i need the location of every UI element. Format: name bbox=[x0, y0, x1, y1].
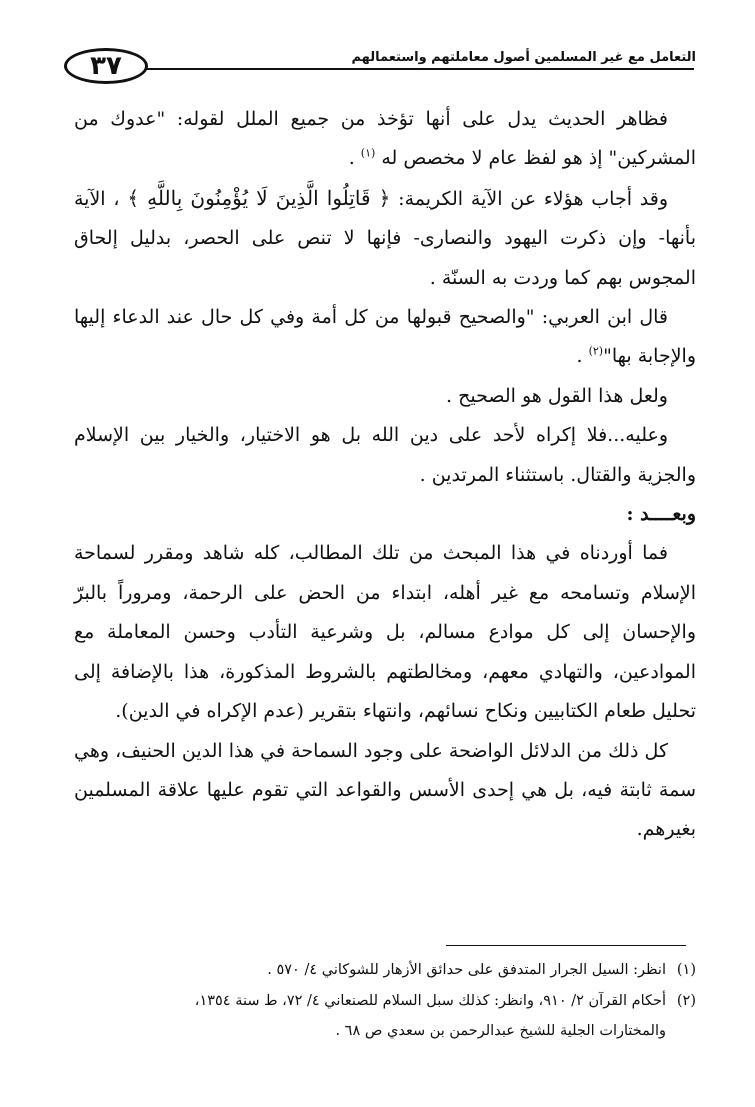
page-number: ٣٧ bbox=[64, 48, 148, 84]
footnote-1-number: (١) bbox=[676, 962, 696, 978]
paragraph-1 bbox=[74, 100, 696, 179]
footnote-rule bbox=[446, 945, 686, 946]
footnote-2-number: (٢) bbox=[676, 992, 696, 1009]
page-header bbox=[60, 44, 696, 94]
main-text bbox=[74, 100, 696, 850]
footnote-1-text: انظر: السيل الجرار المتدفق على حدائق الأزهار للشوكاني ٤/ ٥٧٠ . bbox=[267, 962, 666, 978]
header-rule bbox=[146, 68, 694, 70]
footnote-2-text: أحكام القرآن ٢/ ٩١٠، وانظر: كذلك سبل السلام للصنعاني ٤/ ٧٢، ط سنة ١٣٥٤، bbox=[194, 992, 666, 1009]
paragraph-5: وعليه...فلا إكراه لأحد على دين الله بل هو الاختيار، والخيار بين الإسلام والجزية والقتال. باستثناء المرتدين . bbox=[74, 424, 696, 486]
paragraph-3-text: قال ابن العربي: "والصحيح قبولها من كل أمة وفي كل حال عند الدعاء إليها والإجابة بها" bbox=[74, 306, 696, 368]
footnote-1 bbox=[74, 955, 696, 986]
footnotes bbox=[74, 955, 696, 1047]
paragraph-2 bbox=[74, 179, 696, 298]
paragraph-1-end: . bbox=[348, 147, 355, 170]
footnote-2-continuation: والمختارات الجلية للشيخ عبدالرحمن بن سعدي ص ٦٨ . bbox=[335, 1023, 666, 1039]
footnote-2 bbox=[74, 986, 696, 1017]
paragraph-1-text: فظاهر الحديث يدل على أنها تؤخذ من جميع الملل لقوله: "عدوك من المشركين" إذ هو لفظ عام لا مخصص له bbox=[74, 108, 696, 170]
footnote-ref-1: (١) bbox=[360, 147, 376, 161]
section-heading: وبعــــد : bbox=[626, 503, 696, 526]
paragraph-4: ولعل هذا القول هو الصحيح . bbox=[446, 384, 668, 407]
footnote-ref-2: (٢) bbox=[588, 345, 604, 359]
paragraph-2-rest: ، الآية بأنها- وإن ذكرت اليهود والنصارى- فإنها لا تنص على الحصر، بدليل إلحاق المجوس بهم كما وردت به السنّة . bbox=[74, 187, 696, 289]
running-title: التعامل مع غير المسلمين أصول معاملتهم واستعمالهم bbox=[345, 50, 696, 65]
quran-verse: ﴿ قَاتِلُوا الَّذِينَ لَا يُؤْمِنُونَ بِاللَّهِ ﴾ bbox=[127, 185, 391, 210]
paragraph-3 bbox=[74, 298, 696, 377]
paragraph-3-end: . bbox=[576, 345, 583, 368]
paragraph-6: فما أوردناه في هذا المبحث من تلك المطالب، كله شاهد ومقرر لسماحة الإسلام وتسامحه مع غير أهله، ابتداء من الحض على الرحمة، ومروراً بالبرّ والإحسان إلى كل موادع مسالم، بل وشرعية التأدب وحسن المعاملة مع الموادعين، والتهادي معهم، ومخالطتهم بالشروط المذكورة، هذا بالإضافة إلى تحليل طعام الكتابيين ونكاح نسائهم، وانتهاء بتقرير (عدم الإكراه في الدين). bbox=[74, 542, 696, 723]
paragraph-7: كل ذلك من الدلائل الواضحة على وجود السماحة في هذا الدين الحنيف، وهي سمة ثابتة فيه، بل هي إحدى الأسس والقواعد التي تقوم عليها علاقة المسلمين بغيرهم. bbox=[74, 739, 696, 841]
paragraph-2-start: وقد أجاب هؤلاء عن الآية الكريمة: bbox=[398, 187, 669, 210]
